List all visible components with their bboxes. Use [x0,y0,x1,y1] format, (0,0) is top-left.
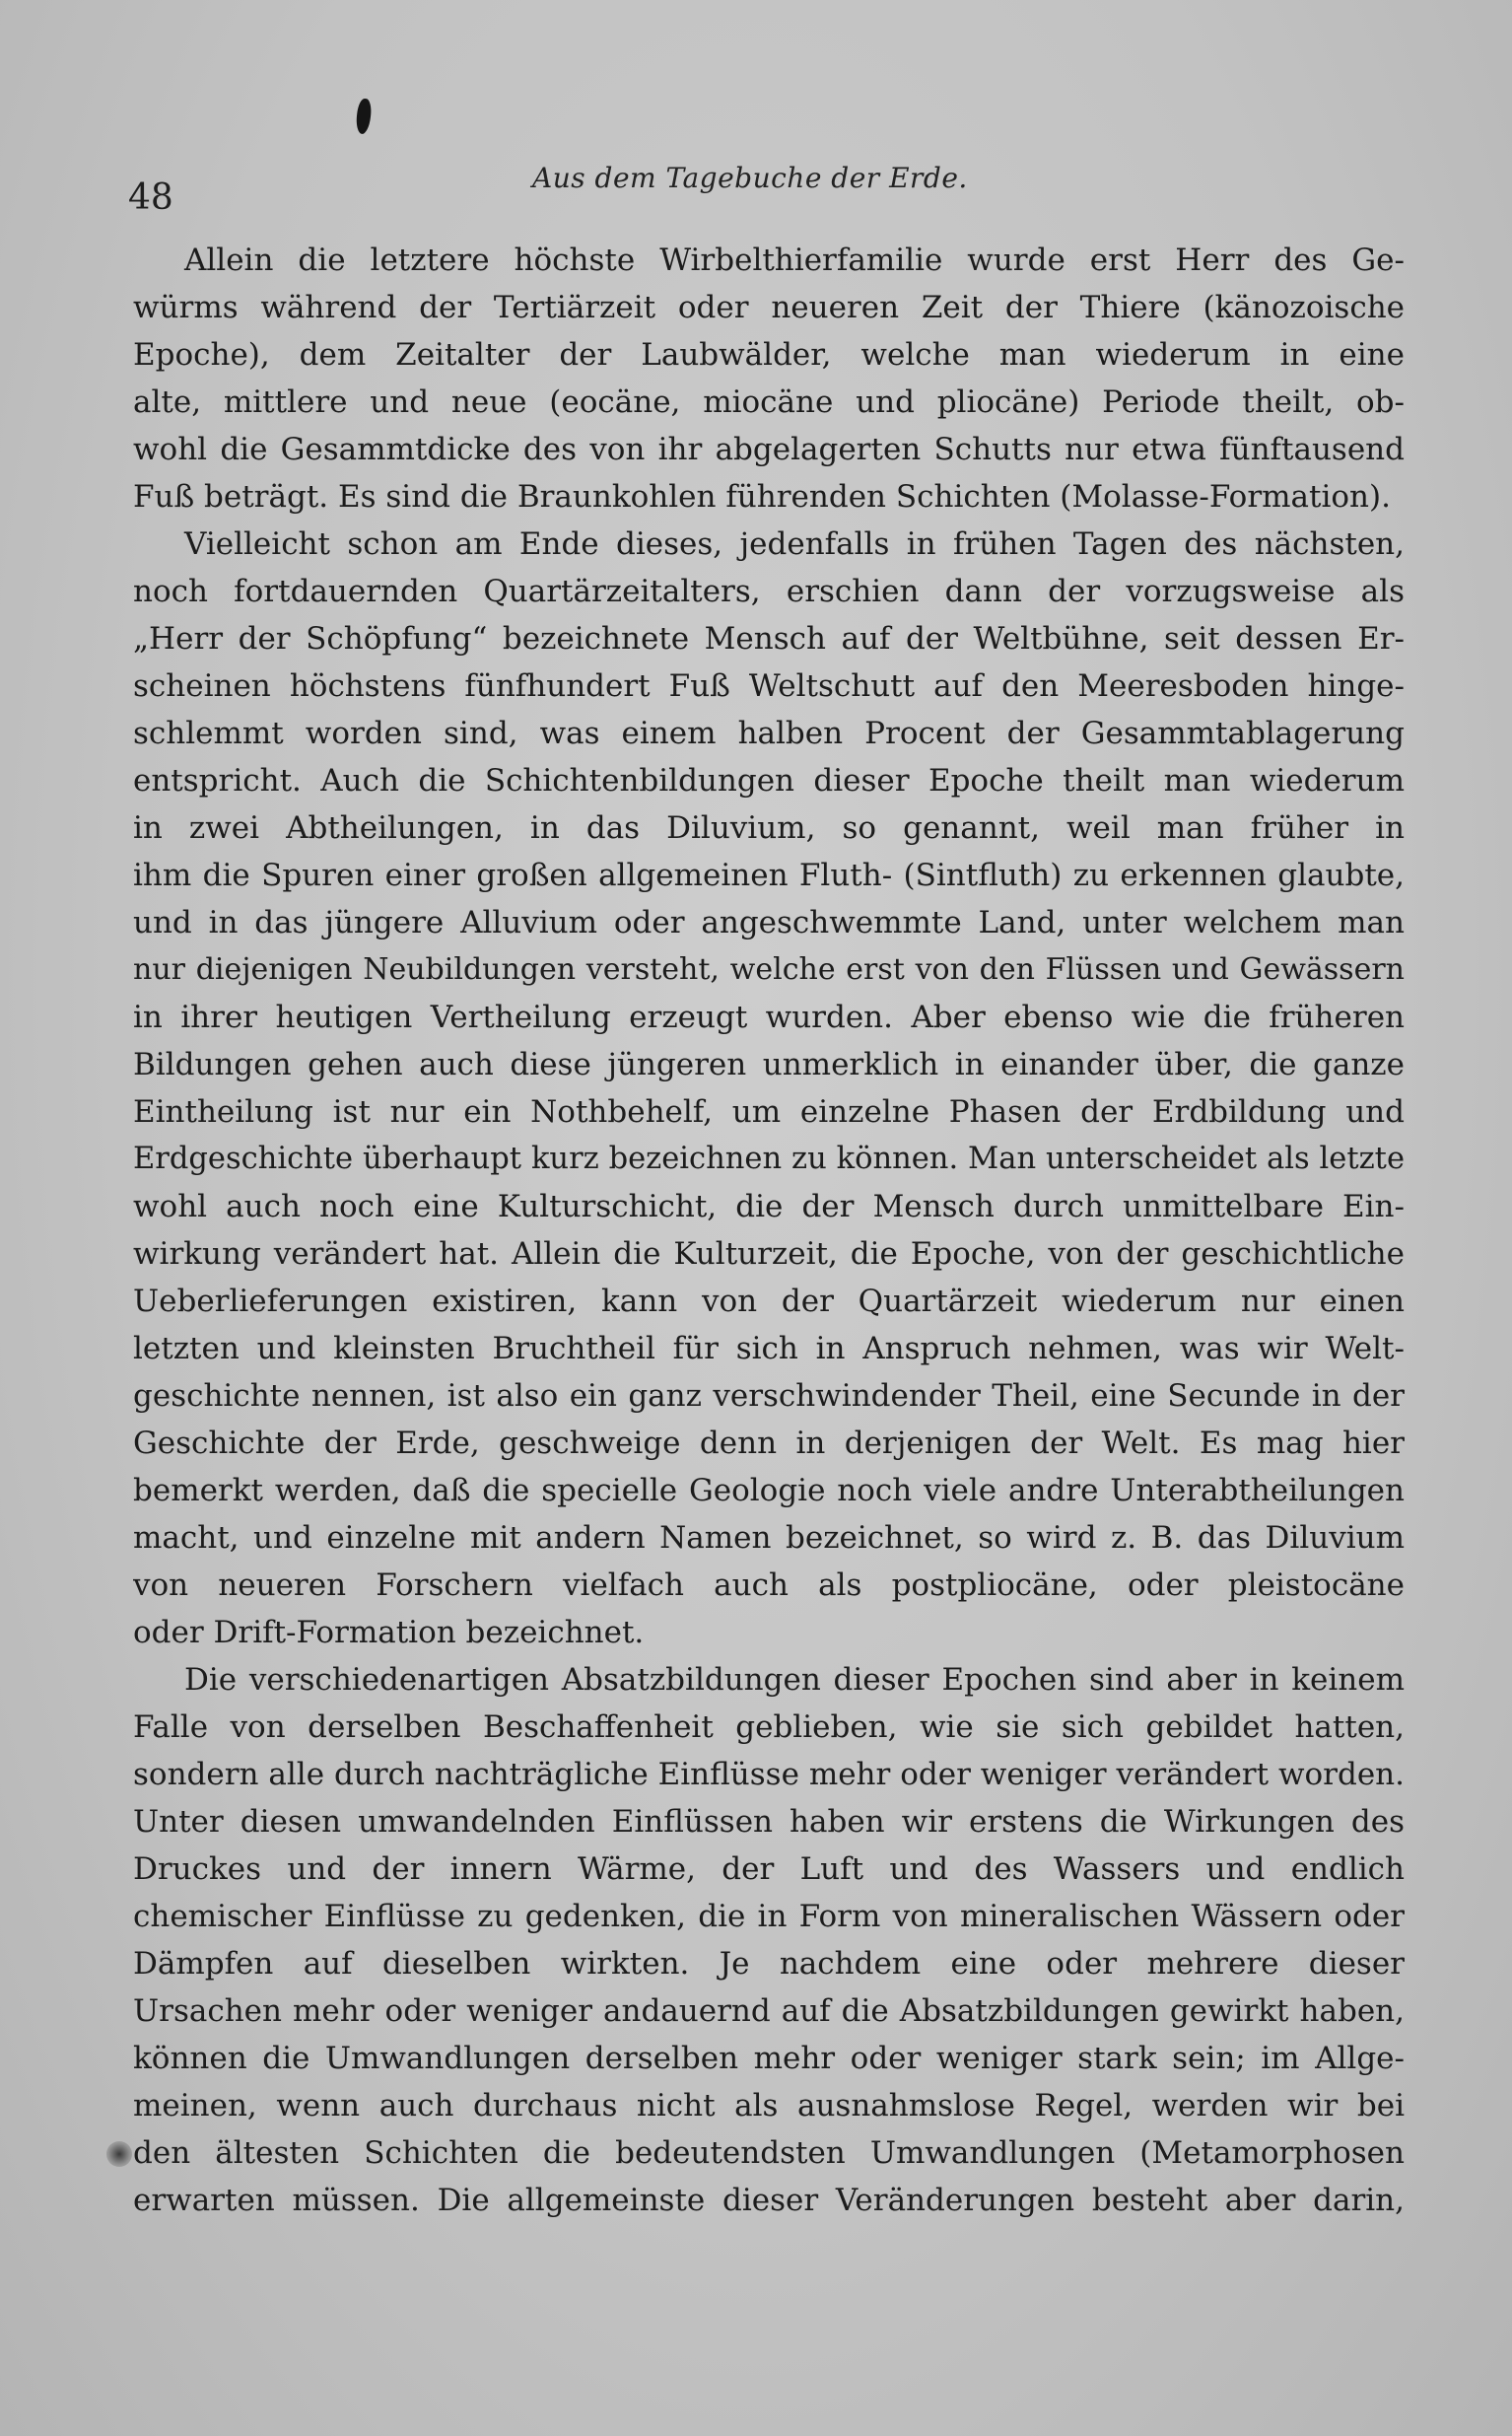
text-line: entspricht. Auch die Schichtenbildungen dieser Epoche theilt man wiederum [133,763,1405,799]
text-line: noch fortdauernden Quartärzeitalters, erschien dann der vorzugsweise als [133,574,1405,609]
text-line: wohl auch noch eine Kulturschicht, die der Mensch durch unmittelbare Ein- [133,1189,1405,1224]
ink-smudge [106,2141,132,2167]
text-line: Unter diesen umwandelnden Einflüssen haben wir erstens die Wirkungen des [133,1804,1405,1840]
text-line: Ursachen mehr oder weniger andauernd auf die Absatzbildungen gewirkt haben, [133,1993,1405,2029]
text-line: letzten und kleinsten Bruchtheil für sich in Anspruch nehmen, was wir Welt- [133,1331,1405,1366]
text-line: Dämpfen auf dieselben wirkten. Je nachdem eine oder mehrere dieser [133,1946,1405,1982]
paragraph-1 [133,237,1405,521]
text-line: „Herr der Schöpfung“ bezeichnete Mensch auf der Weltbühne, seit dessen Er- [133,621,1405,657]
text-line: sondern alle durch nachträgliche Einflüsse mehr oder weniger verändert worden. [133,1757,1405,1792]
page-number: 48 [128,177,173,218]
text-line: bemerkt werden, daß die specielle Geologie noch viele andre Unterabtheilungen [133,1473,1405,1508]
text-line: würms während der Tertiärzeit oder neueren Zeit der Thiere (känozoische [133,290,1405,325]
text-line: Fuß beträgt. Es sind die Braunkohlen führenden Schichten (Molasse-Formation). [133,479,1391,515]
text-line: und in das jüngere Alluvium oder angeschwemmte Land, unter welchem man [133,905,1405,940]
text-line: Druckes und der innern Wärme, der Luft und des Wassers und endlich [133,1851,1405,1887]
text-line: Falle von derselben Beschaffenheit geblieben, wie sie sich gebildet hatten, [133,1709,1405,1745]
text-line: oder Drift-Formation bezeichnet. [133,1615,645,1650]
text-line: alte, mittlere und neue (eocäne, miocäne und pliocäne) Periode theilt, ob- [133,384,1405,420]
text-line: Eintheilung ist nur ein Nothbehelf, um einzelne Phasen der Erdbildung und [133,1094,1405,1130]
text-line: Epoche), dem Zeitalter der Laubwälder, welche man wiederum in eine [133,337,1405,373]
text-line: Allein die letztere höchste Wirbelthierfamilie wurde erst Herr des Ge- [184,243,1405,278]
text-line: in ihrer heutigen Vertheilung erzeugt wurden. Aber ebenso wie die früheren [133,1000,1405,1035]
paragraph-2 [133,521,1405,1656]
text-line: von neueren Forschern vielfach auch als postpliocäne, oder pleistocäne [133,1567,1405,1603]
running-head: Aus dem Tagebuche der Erde. [532,162,968,194]
text-line: scheinen höchstens fünfhundert Fuß Weltschutt auf den Meeresboden hinge- [133,668,1405,704]
body-text [133,237,1405,2224]
text-line: chemischer Einflüsse zu gedenken, die in Form von mineralischen Wässern oder [133,1899,1405,1934]
paragraph-3 [133,1656,1405,2224]
text-line: nur diejenigen Neubildungen versteht, welche erst von den Flüssen und Gewässern [133,952,1405,987]
text-line: erwarten müssen. Die allgemeinste dieser Veränderungen besteht aber darin, [133,2183,1405,2218]
text-line: macht, und einzelne mit andern Namen bezeichnet, so wird z. B. das Diluvium [133,1520,1405,1556]
page-header [128,158,1409,217]
text-line: können die Umwandlungen derselben mehr oder weniger stark sein; im Allge- [133,2041,1405,2076]
text-line: ihm die Spuren einer großen allgemeinen Fluth- (Sintfluth) zu erkennen glaubte, [133,858,1405,893]
text-line: wohl die Gesammtdicke des von ihr abgelagerten Schutts nur etwa fünftausend [133,432,1405,467]
ink-blot [355,98,373,134]
text-line: Die verschiedenartigen Absatzbildungen dieser Epochen sind aber in keinem [184,1662,1405,1698]
text-line: meinen, wenn auch durchaus nicht als ausnahmslose Regel, werden wir bei [133,2088,1405,2123]
text-line: geschichte nennen, ist also ein ganz verschwindender Theil, eine Secunde in der [133,1378,1405,1414]
text-line: Erdgeschichte überhaupt kurz bezeichnen zu können. Man unterscheidet als letzte [133,1142,1405,1176]
text-line: wirkung verändert hat. Allein die Kulturzeit, die Epoche, von der geschichtliche [133,1236,1405,1272]
text-line: Geschichte der Erde, geschweige denn in derjenigen der Welt. Es mag hier [133,1426,1405,1461]
text-line: Ueberlieferungen existiren, kann von der Quartärzeit wiederum nur einen [133,1284,1405,1319]
text-line: Vielleicht schon am Ende dieses, jedenfalls in frühen Tagen des nächsten, [184,526,1405,562]
text-line: schlemmt worden sind, was einem halben Procent der Gesammtablagerung [133,716,1405,751]
text-line: Bildungen gehen auch diese jüngeren unmerklich in einander über, die ganze [133,1047,1405,1082]
text-line: den ältesten Schichten die bedeutendsten Umwandlungen (Metamorphosen [133,2135,1405,2171]
text-line: in zwei Abtheilungen, in das Diluvium, so genannt, weil man früher in [133,810,1405,846]
